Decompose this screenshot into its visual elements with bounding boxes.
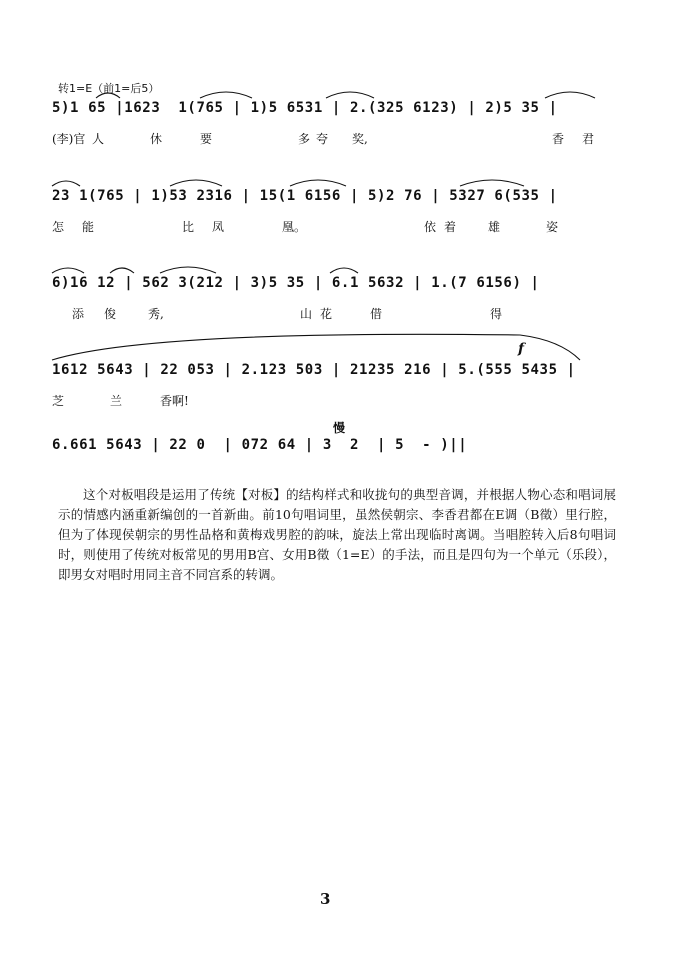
lyric: 兰 xyxy=(110,394,123,408)
notation-line-3: 6)16 12 | 562 3(212 | 3)5 35 | 6.1 5632 | 1.(7 6156) | xyxy=(52,275,540,291)
lyric: 借 xyxy=(370,307,383,321)
lyric: 凤 xyxy=(212,220,225,234)
lyric: 人 xyxy=(92,132,105,146)
lyric: (李)官 xyxy=(52,132,86,146)
tempo-mark: 慢 xyxy=(333,421,346,435)
notation-line-5: 6.661 5643 | 22 0 | 072 64 | 3 2 | 5 - )|| xyxy=(52,437,468,453)
lyric: 休 xyxy=(150,132,163,146)
commentary-paragraph: 这个对板唱段是运用了传统【对板】的结构样式和收拢句的典型音调，并根据人物心态和唱词展示的情感内涵重新编创的一首新曲。前10句唱词里，虽然侯朝宗、李香君都在E调（B徵）里行腔，但为了体现侯朝宗的男性品格和黄梅戏男腔的韵味，旋法上常出现临时离调。当唱腔转入后8句唱词时，则使用了传统对板常见的男用B宫、女用B徵（1=E）的手法，而且是四句为一个单元（乐段），即男女对唱时用同主音不同宫系的转调。 xyxy=(58,487,616,582)
lyric: 夸 xyxy=(316,132,329,146)
lyric: 秀, xyxy=(148,307,164,321)
page-number: 3 xyxy=(320,890,331,908)
notation-line-4: 1612 5643 | 22 053 | 2.123 503 | 21235 216 | 5.(555 5435 | xyxy=(52,362,576,378)
lyric: 要 xyxy=(200,132,213,146)
lyric: 得 xyxy=(490,307,503,321)
lyric: 奖, xyxy=(352,132,368,146)
score-line-5 xyxy=(52,437,622,467)
lyrics-line-4 xyxy=(52,392,622,408)
lyric: 花 xyxy=(320,307,333,321)
lyric: 着 xyxy=(444,220,457,234)
lyric: 雄 xyxy=(488,220,501,234)
lyric: 比 xyxy=(182,220,195,234)
lyric: 君 xyxy=(582,132,595,146)
lyric: 芝 xyxy=(52,394,65,408)
lyrics-line-1 xyxy=(52,130,622,146)
lyric: 香啊! xyxy=(160,394,189,408)
lyrics-line-2 xyxy=(52,218,622,234)
lyric: 香 xyxy=(552,132,565,146)
lyric: 山 xyxy=(300,307,313,321)
lyric: 添 xyxy=(72,307,85,321)
lyric: 怎 xyxy=(52,220,65,234)
lyric: 凰。 xyxy=(282,220,307,234)
score-line-2 xyxy=(52,188,622,234)
score-line-3 xyxy=(52,275,622,321)
score-line-4 xyxy=(52,362,622,408)
lyric: 俊 xyxy=(104,307,117,321)
notation-line-1: 5)1 65 |1623 1(765 | 1)5 6531 | 2.(325 6123) | 2)5 35 | xyxy=(52,100,558,116)
lyric: 姿 xyxy=(546,220,559,234)
lyric: 能 xyxy=(82,220,95,234)
notation-line-2: 23 1(765 | 1)53 2316 | 15(1 6156 | 5)2 76 | 5327 6(535 | xyxy=(52,188,558,204)
lyrics-line-3 xyxy=(52,305,622,321)
lyric: 多 xyxy=(298,132,311,146)
lyric: 依 xyxy=(424,220,437,234)
score-line-1 xyxy=(52,100,622,146)
key-change-mark: 转1=E（前1=后5） xyxy=(58,82,160,95)
dynamic-mark: f xyxy=(518,341,525,357)
